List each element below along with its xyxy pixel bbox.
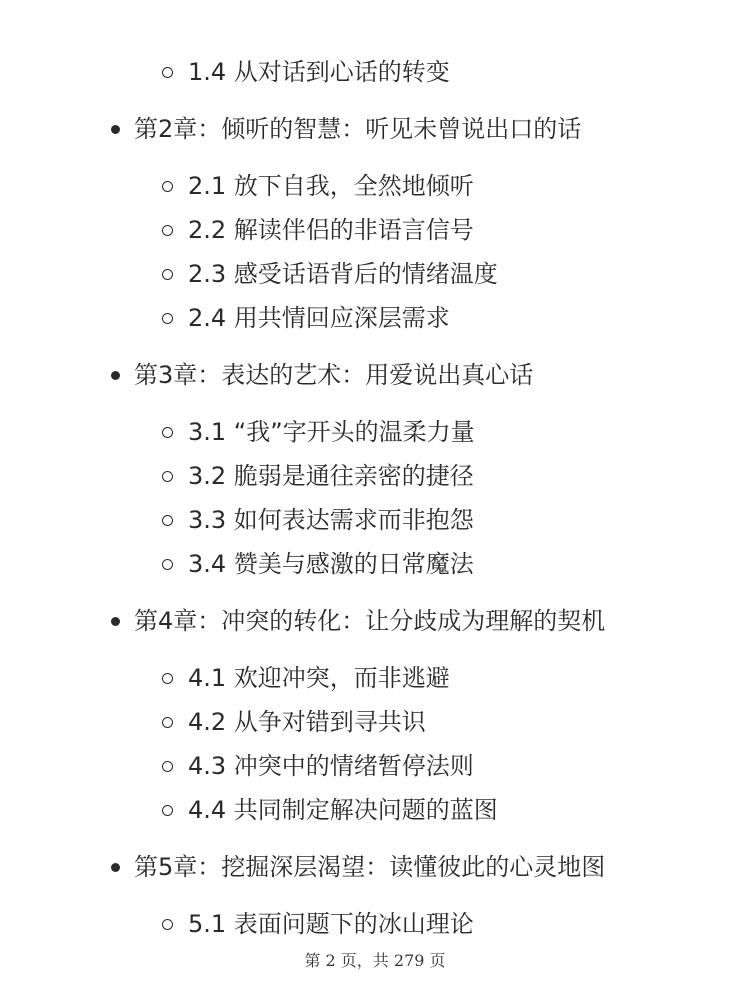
filled-bullet-icon [111, 863, 120, 872]
toc-chapter-3 [134, 360, 533, 390]
hollow-bullet-icon [162, 673, 173, 684]
toc-section-2-1 [188, 171, 474, 201]
toc-section-4-1 [188, 663, 450, 693]
toc-line-text: 4.3 冲突中的情绪暂停法则 [188, 752, 474, 780]
toc-section-2-3 [188, 259, 498, 289]
toc-line-text: 4.1 欢迎冲突，而非逃避 [188, 664, 450, 692]
toc-line-text: 第2章：倾听的智慧：听见未曾说出口的话 [134, 115, 582, 143]
hollow-bullet-icon [162, 67, 173, 78]
hollow-bullet-icon [162, 313, 173, 324]
toc-section-4-2 [188, 707, 426, 737]
hollow-bullet-icon [162, 761, 173, 772]
hollow-bullet-icon [162, 717, 173, 728]
toc-line-text: 2.3 感受话语背后的情绪温度 [188, 260, 498, 288]
toc-chapter-2 [134, 114, 581, 144]
toc-line-text: 第5章：挖掘深层渴望：读懂彼此的心灵地图 [134, 853, 606, 881]
toc-section-3-2 [188, 461, 474, 491]
toc-section-2-2 [188, 215, 474, 245]
hollow-bullet-icon [162, 471, 173, 482]
toc-line-text: 5.1 表面问题下的冰山理论 [188, 910, 474, 938]
hollow-bullet-icon [162, 805, 173, 816]
toc-line-text: 3.2 脆弱是通往亲密的捷径 [188, 462, 474, 490]
toc-line-text: 2.4 用共情回应深层需求 [188, 304, 450, 332]
toc-chapter-5 [134, 852, 605, 882]
toc-line-text: 3.4 赞美与感激的日常魔法 [188, 550, 474, 578]
toc-chapter-4 [134, 606, 605, 636]
toc-section-3-1 [188, 417, 475, 447]
toc-section-1-4 [188, 57, 450, 87]
hollow-bullet-icon [162, 269, 173, 280]
toc-line-text: 2.1 放下自我，全然地倾听 [188, 172, 474, 200]
filled-bullet-icon [111, 371, 120, 380]
hollow-bullet-icon [162, 225, 173, 236]
toc-section-3-4 [188, 549, 474, 579]
toc-section-4-4 [188, 795, 498, 825]
hollow-bullet-icon [162, 559, 173, 570]
toc-line-text: 1.4 从对话到心话的转变 [188, 58, 450, 86]
hollow-bullet-icon [162, 181, 173, 192]
toc-line-text: 4.4 共同制定解决问题的蓝图 [188, 796, 498, 824]
toc-line-text: 3.3 如何表达需求而非抱怨 [188, 506, 474, 534]
hollow-bullet-icon [162, 427, 173, 438]
toc-line-text: 第3章：表达的艺术：用爱说出真心话 [134, 361, 534, 389]
filled-bullet-icon [111, 125, 120, 134]
toc-section-4-3 [188, 751, 474, 781]
toc-line-text: 2.2 解读伴侣的非语言信号 [188, 216, 474, 244]
toc-section-3-3 [188, 505, 474, 535]
filled-bullet-icon [111, 617, 120, 626]
page-number-footer: 第 2 页，共 279 页 [304, 951, 446, 970]
toc-line-text: 4.2 从争对错到寻共识 [188, 708, 426, 736]
toc-line-text: 第4章：冲突的转化：让分歧成为理解的契机 [134, 607, 606, 635]
toc-section-5-1 [188, 909, 474, 939]
hollow-bullet-icon [162, 515, 173, 526]
toc-section-2-4 [188, 303, 450, 333]
toc-line-text: 3.1 “我”字开头的温柔力量 [188, 418, 475, 446]
hollow-bullet-icon [162, 919, 173, 930]
